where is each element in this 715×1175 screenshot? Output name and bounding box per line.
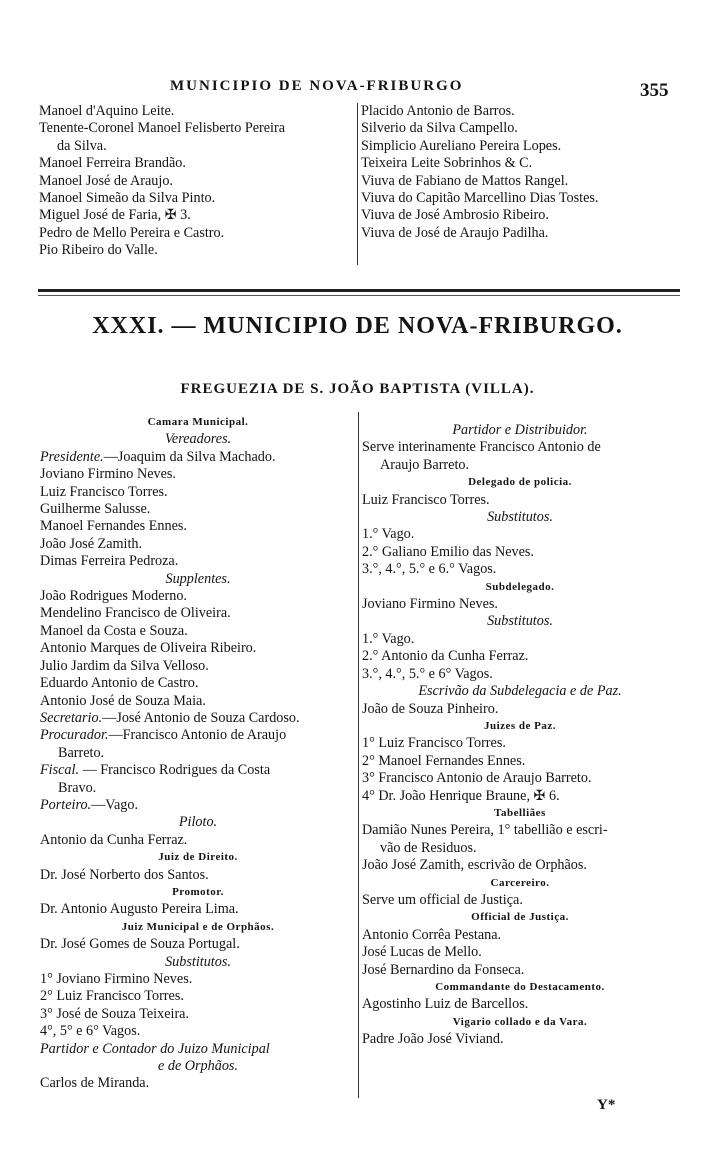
delegado-name: Luiz Francisco Torres. — [362, 491, 490, 508]
list-item: José Lucas de Mello. — [362, 944, 482, 961]
running-title: MUNICIPIO DE NOVA-FRIBURGO — [170, 78, 464, 94]
substitutos-header: Substitutos. — [165, 953, 231, 970]
tabelliaes-line-3: João José Zamith, escrivão de Orphãos. — [362, 857, 587, 874]
list-item: Joviano Firmino Neves. — [40, 466, 176, 483]
list-item: 3.°, 4.°, 5.° e 6.° Vagos. — [362, 561, 497, 578]
list-item: 1° Luiz Francisco Torres. — [362, 735, 506, 752]
secretario-line — [40, 710, 356, 727]
top-left-list — [39, 103, 285, 260]
list-item: 3° José de Souza Teixeira. — [40, 1005, 190, 1022]
presidente-name: —Joaquim da Silva Machado. — [103, 448, 276, 465]
subdelegado-name: Joviano Firmino Neves. — [362, 596, 498, 613]
list-item: Tenente-Coronel Manoel Felisberto Pereira — [39, 120, 286, 137]
subdelegado-header: Subdelegado. — [485, 580, 555, 593]
column-divider — [358, 412, 359, 1098]
list-item: Silverio da Silva Campello. — [361, 120, 518, 137]
partidor-header-cont: e de Orphãos. — [158, 1058, 238, 1075]
fiscal-label: Fiscal. — [40, 762, 80, 779]
list-item: Viuva de Fabiano de Mattos Rangel. — [361, 172, 569, 189]
promotor-header: Promotor. — [172, 885, 224, 898]
partidor-line-2: Araujo Barreto. — [380, 456, 470, 473]
list-item: Antonio Marques de Oliveira Ribeiro. — [40, 640, 257, 657]
partidor-line-1: Serve interinamente Francisco Antonio de — [362, 439, 601, 456]
tabelliaes-line-2: vão de Residuos. — [380, 839, 477, 856]
fiscal-name: — Francisco Rodrigues da Costa — [79, 762, 271, 779]
list-item: Eduardo Antonio de Castro. — [40, 675, 199, 692]
list-item: 3° Francisco Antonio de Araujo Barreto. — [362, 770, 592, 787]
supplentes-header: Supplentes. — [165, 570, 231, 587]
list-item: 4° Dr. João Henrique Braune, ✠ 6. — [362, 787, 560, 804]
list-item: 4°, 5° e 6° Vagos. — [40, 1023, 141, 1040]
piloto-header: Piloto. — [178, 814, 218, 831]
procurador-line — [40, 727, 356, 744]
section-rule — [38, 289, 680, 292]
list-item: 3.°, 4.°, 5.° e 6° Vagos. — [362, 665, 493, 682]
list-item: 2° Manoel Fernandes Ennes. — [362, 752, 526, 769]
carcereiro-header: Carcereiro. — [490, 876, 550, 889]
list-item: Simplicio Aureliano Pereira Lopes. — [361, 137, 562, 154]
list-item: 1.° Vago. — [362, 630, 415, 647]
escrivao-header: Escrivão da Subdelegacia e de Paz. — [418, 683, 622, 700]
subdelegado-substitutos-header: Substitutos. — [487, 613, 553, 630]
section-rule-thin — [38, 295, 680, 296]
procurador-name: —Francisco Antonio de Araujo — [108, 727, 287, 744]
list-item: Miguel José de Faria, ✠ 3. — [39, 207, 191, 224]
list-item: Pedro de Mello Pereira e Castro. — [39, 224, 225, 241]
list-item: Antonio Corrêa Pestana. — [362, 926, 502, 943]
list-item: Guilherme Salusse. — [40, 501, 151, 518]
commandante-name: Agostinho Luiz de Barcellos. — [362, 996, 529, 1013]
list-item: Teixeira Leite Sobrinhos & C. — [361, 155, 533, 172]
list-item: Viuva de José de Araujo Padilha. — [361, 224, 549, 241]
list-item: Manoel da Costa e Souza. — [40, 622, 188, 639]
presidente-line — [40, 449, 356, 466]
delegado-substitutos-header: Substitutos. — [487, 509, 553, 526]
partidor-name: Carlos de Miranda. — [40, 1075, 150, 1092]
list-item: Manoel Simeão da Silva Pinto. — [39, 190, 216, 207]
promotor-name: Dr. Antonio Augusto Pereira Lima. — [40, 901, 239, 918]
fiscal-cont: Bravo. — [58, 779, 97, 796]
porteiro-name: —Vago. — [91, 796, 139, 813]
porteiro-line — [40, 797, 356, 814]
commandante-header: Commandante do Destacamento. — [435, 981, 605, 993]
list-item: Luiz Francisco Torres. — [40, 483, 168, 500]
list-item: João Rodrigues Moderno. — [40, 588, 187, 605]
partidor-header: Partidor e Contador do Juizo Municipal — [40, 1040, 270, 1057]
column-divider — [357, 103, 358, 265]
secretario-label: Secretario. — [40, 709, 103, 726]
delegado-header: Delegado de policia. — [468, 476, 572, 489]
officiais-header: Official de Justiça. — [471, 911, 569, 924]
partidor-distribuidor-header: Partidor e Distribuidor. — [452, 422, 588, 438]
list-item: 2.° Antonio da Cunha Ferraz. — [362, 648, 529, 665]
list-item: da Silva. — [57, 137, 107, 154]
list-item: Manoel Ferreira Brandão. — [39, 155, 186, 172]
top-right-list — [361, 103, 598, 242]
escrivao-name: João de Souza Pinheiro. — [362, 700, 499, 717]
vereadores-header: Vereadores. — [164, 431, 232, 448]
list-item: José Bernardino da Fonseca. — [362, 961, 525, 978]
page-number: 355 — [640, 80, 669, 101]
juizes-paz-header: Juizes de Paz. — [483, 719, 557, 732]
procurador-label: Procurador. — [40, 727, 109, 744]
juiz-municipal-name: Dr. José Gomes de Souza Portugal. — [40, 936, 240, 953]
fiscal-line — [40, 762, 356, 779]
list-item: 1.° Vago. — [362, 526, 415, 543]
right-column — [362, 422, 678, 1049]
juiz-municipal-header: Juiz Municipal e de Orphãos. — [121, 920, 275, 933]
carcereiro-name: Serve um official de Justiça. — [362, 891, 523, 908]
vigario-header: Vigario collado e da Vara. — [452, 1015, 588, 1028]
list-item: 2° Luiz Francisco Torres. — [40, 988, 184, 1005]
list-item: Manoel José de Araujo. — [39, 172, 173, 189]
list-item: Mendelino Francisco de Oliveira. — [40, 605, 231, 622]
juiz-direito-header: Juiz de Direito. — [158, 851, 238, 864]
list-item: Manoel Fernandes Ennes. — [40, 518, 187, 535]
section-title: XXXI. — MUNICIPIO DE NOVA-FRIBURGO. — [92, 313, 623, 339]
procurador-cont: Barreto. — [58, 744, 105, 761]
list-item: Placido Antonio de Barros. — [361, 103, 515, 119]
list-item: Pio Ribeiro do Valle. — [39, 242, 158, 259]
list-item: 1° Joviano Firmino Neves. — [40, 971, 193, 987]
piloto-name: Antonio da Cunha Ferraz. — [40, 831, 188, 848]
signature-mark: Y* — [597, 1097, 616, 1113]
list-item: 2.° Galiano Emilio das Neves. — [362, 543, 534, 560]
list-item: João José Zamith. — [40, 535, 143, 552]
left-column — [40, 414, 356, 1093]
list-item: Viuva do Capitão Marcellino Dias Tostes. — [361, 190, 599, 207]
presidente-label: Presidente. — [40, 448, 104, 465]
camara-header: Camara Municipal. — [147, 416, 249, 428]
list-item: Dimas Ferreira Pedroza. — [40, 553, 179, 570]
list-item: Antonio José de Souza Maia. — [40, 692, 206, 709]
juiz-direito-name: Dr. José Norberto dos Santos. — [40, 866, 209, 883]
tabelliaes-line-1: Damião Nunes Pereira, 1° tabellião e escri- — [362, 822, 608, 839]
list-item: Julio Jardim da Silva Velloso. — [40, 657, 209, 674]
vigario-name: Padre João José Viviand. — [362, 1031, 504, 1048]
tabelliaes-header: Tabelliães — [494, 806, 546, 819]
porteiro-label: Porteiro. — [40, 796, 92, 813]
parish-title: FREGUEZIA DE S. JOÃO BAPTISTA (VILLA). — [180, 381, 535, 397]
list-item: Manoel d'Aquino Leite. — [39, 103, 175, 119]
list-item: Viuva de José Ambrosio Ribeiro. — [361, 207, 549, 224]
secretario-name: —José Antonio de Souza Cardoso. — [102, 709, 300, 726]
